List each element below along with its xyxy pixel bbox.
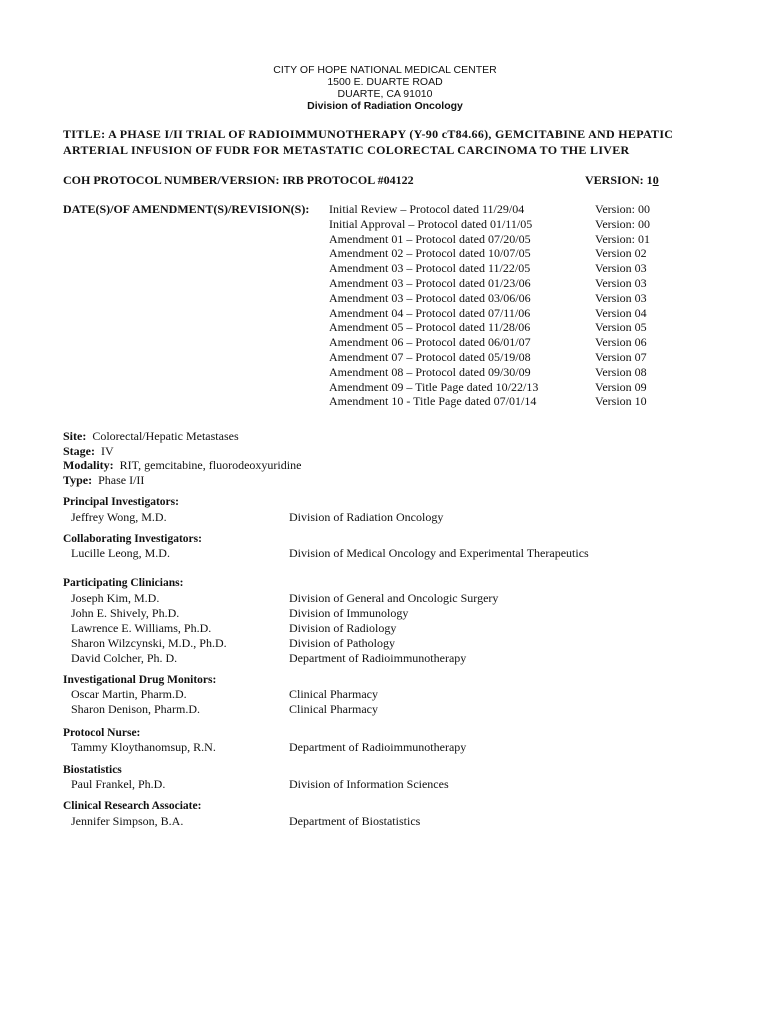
amendments-list <box>329 202 538 409</box>
amendment-entry: Amendment 06 – Protocol dated 06/01/07 <box>329 335 531 350</box>
person-name: Jennifer Simpson, B.A. <box>71 814 184 828</box>
person-name: Sharon Denison, Pharm.D. <box>71 702 200 716</box>
amendment-version: Version 07 <box>595 349 647 364</box>
person-name: Joseph Kim, M.D. <box>71 591 160 605</box>
stage-value: IV <box>101 444 114 458</box>
type-field <box>63 473 144 488</box>
person-name: Lawrence E. Williams, Ph.D. <box>71 621 212 635</box>
amendment-entry: Amendment 08 – Protocol dated 09/30/09 <box>329 364 531 379</box>
modality-field <box>63 458 301 473</box>
amendment-version: Version 09 <box>595 379 647 394</box>
drug-monitors-heading: Investigational Drug Monitors: <box>63 674 217 686</box>
amendment-version: Version 02 <box>595 246 647 261</box>
modality-value: RIT, gemcitabine, fluorodeoxyuridine <box>119 458 302 472</box>
person-department: Division of Radiology <box>289 621 397 635</box>
type-value: Phase I/II <box>98 473 145 487</box>
collaborating-investigators-heading: Collaborating Investigators: <box>63 533 202 545</box>
amendment-versions-list <box>595 202 650 409</box>
amendments-label: DATE(S)/OF AMENDMENT(S)/REVISION(S): <box>63 202 310 216</box>
division-name: Division of Radiation Oncology <box>307 100 463 112</box>
participating-clinicians-heading: Participating Clinicians: <box>63 577 184 589</box>
principal-investigators-heading: Principal Investigators: <box>63 496 179 508</box>
amendment-entry: Amendment 03 – Protocol dated 11/22/05 <box>329 261 531 276</box>
person-department: Division of Pathology <box>289 636 396 650</box>
person-name: David Colcher, Ph. D. <box>71 651 178 665</box>
person-department: Department of Biostatistics <box>289 814 421 828</box>
amendment-entry: Amendment 03 – Protocol dated 01/23/06 <box>329 275 531 290</box>
amendment-entry: Amendment 02 – Protocol dated 10/07/05 <box>329 246 531 261</box>
amendment-version: Version 06 <box>595 335 647 350</box>
type-label: Type: <box>63 473 93 487</box>
amendment-entry: Amendment 04 – Protocol dated 07/11/06 <box>329 305 531 320</box>
person-name: John E. Shively, Ph.D. <box>71 606 180 620</box>
protocol-version-label: VERSION: 1 <box>585 173 653 187</box>
protocol-version <box>585 173 659 188</box>
amendment-entry: Amendment 10 - Title Page dated 07/01/14 <box>329 394 537 409</box>
person-name: Paul Frankel, Ph.D. <box>71 777 166 791</box>
site-label: Site: <box>63 429 87 443</box>
person-name: Jeffrey Wong, M.D. <box>71 510 167 524</box>
site-value: Colorectal/Hepatic Metastases <box>92 429 239 443</box>
person-department: Division of Immunology <box>289 606 409 620</box>
person-department: Division of Medical Oncology and Experimental Therapeutics <box>289 546 589 560</box>
person-department: Clinical Pharmacy <box>289 702 378 716</box>
amendment-entry: Amendment 07 – Protocol dated 05/19/08 <box>329 349 531 364</box>
amendment-entry: Amendment 03 – Protocol dated 03/06/06 <box>329 290 531 305</box>
person-name: Tammy Kloythanomsup, R.N. <box>71 740 216 754</box>
person-department: Department of Radioimmunotherapy <box>289 740 467 754</box>
amendment-version: Version 03 <box>595 261 647 276</box>
person-department: Clinical Pharmacy <box>289 687 378 701</box>
amendment-entry: Initial Review – Protocol dated 11/29/04 <box>329 202 525 216</box>
person-name: Sharon Wilzcynski, M.D., Ph.D. <box>71 636 227 650</box>
person-name: Oscar Martin, Pharm.D. <box>71 687 187 701</box>
amendment-version: Version 03 <box>595 290 647 305</box>
amendment-entry: Initial Approval – Protocol dated 01/11/05 <box>329 216 533 231</box>
protocol-version-digit: 0 <box>652 173 659 187</box>
amendment-entry: Amendment 09 – Title Page dated 10/22/13 <box>329 379 539 394</box>
amendment-version: Version 03 <box>595 275 647 290</box>
protocol-number: COH PROTOCOL NUMBER/VERSION: IRB PROTOCOL #04122 <box>63 173 414 187</box>
stage-field <box>63 444 114 459</box>
amendment-entry: Amendment 01 – Protocol dated 07/20/05 <box>329 231 531 246</box>
institution-street: 1500 E. DUARTE ROAD <box>327 76 443 88</box>
amendment-version: Version: 00 <box>595 216 650 231</box>
person-department: Division of Radiation Oncology <box>289 510 444 524</box>
person-department: Department of Radioimmunotherapy <box>289 651 467 665</box>
institution-city: DUARTE, CA 91010 <box>337 88 433 100</box>
person-department: Division of General and Oncologic Surgery <box>289 591 499 605</box>
amendment-version: Version 10 <box>595 394 647 409</box>
amendment-version: Version 04 <box>595 305 647 320</box>
protocol-nurse-heading: Protocol Nurse: <box>63 727 141 739</box>
modality-label: Modality: <box>63 458 114 472</box>
stage-label: Stage: <box>63 444 95 458</box>
protocol-title: TITLE: A PHASE I/II TRIAL OF RADIOIMMUNOTHERAPY (Y-90 cT84.66), GEMCITABINE AND HEPATIC ARTERIAL INFUSION OF FUDR FOR METASTATIC COLORECTAL CARCINOMA TO THE LIVER <box>63 127 674 157</box>
person-name: Lucille Leong, M.D. <box>71 546 170 560</box>
amendment-version: Version 05 <box>595 320 647 335</box>
amendment-version: Version: 01 <box>595 231 650 246</box>
clinical-research-associate-heading: Clinical Research Associate: <box>63 800 202 812</box>
site-field <box>63 429 239 444</box>
amendment-version: Version 08 <box>595 364 647 379</box>
amendment-version: Version: 00 <box>595 202 650 216</box>
institution-name: CITY OF HOPE NATIONAL MEDICAL CENTER <box>273 64 497 76</box>
amendment-entry: Amendment 05 – Protocol dated 11/28/06 <box>329 320 531 335</box>
biostatistics-heading: Biostatistics <box>63 764 122 776</box>
person-department: Division of Information Sciences <box>289 777 449 791</box>
